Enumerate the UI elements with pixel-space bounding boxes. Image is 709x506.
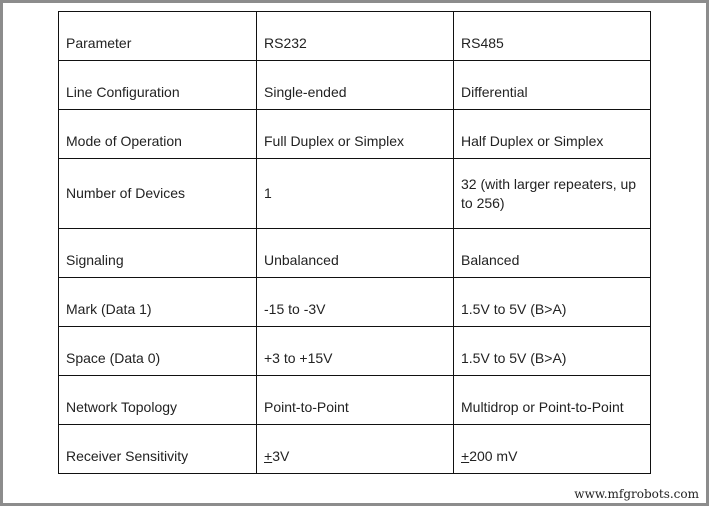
table-cell xyxy=(257,425,454,474)
table-cell: Parameter xyxy=(59,12,257,61)
table-cell: 1 xyxy=(257,159,454,229)
table-cell: Network Topology xyxy=(59,376,257,425)
table-cell: Differential xyxy=(454,61,651,110)
table-cell: Space (Data 0) xyxy=(59,327,257,376)
table-cell: +3 to +15V xyxy=(257,327,454,376)
cell-value: 200 mV xyxy=(469,447,518,464)
table-cell: Number of Devices xyxy=(59,159,257,229)
table-cell: Full Duplex or Simplex xyxy=(257,110,454,159)
table-cell: 1.5V to 5V (B>A) xyxy=(454,327,651,376)
cell-value: 3V xyxy=(272,447,290,464)
table-cell: Single-ended xyxy=(257,61,454,110)
table-cell: RS232 xyxy=(257,12,454,61)
table-cell: Multidrop or Point-to-Point xyxy=(454,376,651,425)
table-row xyxy=(59,61,651,110)
table-row xyxy=(59,110,651,159)
table-row xyxy=(59,229,651,278)
table-cell: Mode of Operation xyxy=(59,110,257,159)
table-cell xyxy=(454,425,651,474)
table-row xyxy=(59,278,651,327)
table-cell: 32 (with larger repeaters, up to 256) xyxy=(454,159,651,229)
table-row xyxy=(59,159,651,229)
table-cell: Line Configuration xyxy=(59,61,257,110)
plus-minus-sign: + xyxy=(461,447,470,464)
table-header-row xyxy=(59,12,651,61)
plus-minus-sign: + xyxy=(264,447,273,464)
table-cell: Half Duplex or Simplex xyxy=(454,110,651,159)
table-cell: Balanced xyxy=(454,229,651,278)
rs232-rs485-comparison-table xyxy=(58,11,651,474)
table-cell: Signaling xyxy=(59,229,257,278)
table-cell: Mark (Data 1) xyxy=(59,278,257,327)
table-cell: 1.5V to 5V (B>A) xyxy=(454,278,651,327)
watermark: www.mfgrobots.com xyxy=(574,487,699,501)
table-row xyxy=(59,327,651,376)
table-cell: RS485 xyxy=(454,12,651,61)
table-cell: -15 to -3V xyxy=(257,278,454,327)
table-cell: Point-to-Point xyxy=(257,376,454,425)
table-row xyxy=(59,376,651,425)
table-row xyxy=(59,425,651,474)
table-cell: Receiver Sensitivity xyxy=(59,425,257,474)
table-cell: Unbalanced xyxy=(257,229,454,278)
